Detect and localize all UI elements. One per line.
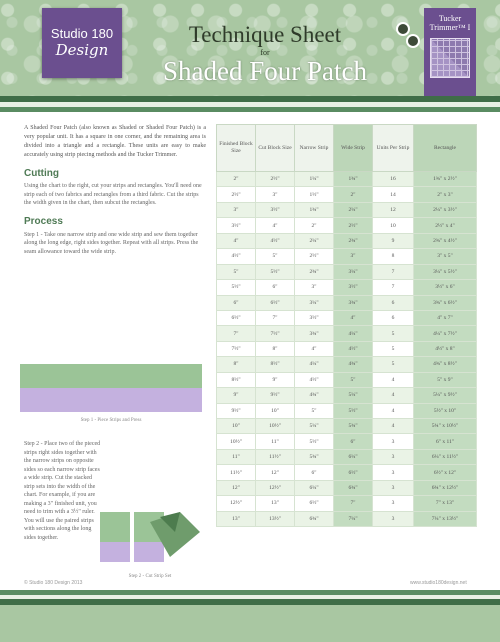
table-cell: 8"	[217, 357, 256, 372]
table-cell: 4	[373, 388, 414, 403]
table-cell: 2"	[295, 218, 334, 233]
table-cell: 10½"	[217, 434, 256, 449]
table-row	[217, 310, 477, 325]
table-cell: 4½" x 8"	[414, 341, 477, 356]
table-cell: 3	[373, 465, 414, 480]
shaded-patch-icon	[150, 512, 200, 562]
table-cell: 2"	[334, 187, 373, 202]
table-cell: 3	[373, 434, 414, 449]
table-row	[217, 187, 477, 202]
table-cell: 13"	[217, 511, 256, 526]
table-cell: 3½"	[334, 280, 373, 295]
table-cell: 3"	[295, 280, 334, 295]
table-cell: 9½"	[256, 388, 295, 403]
table-cell: 4"	[217, 233, 256, 248]
table-cell: 5"	[217, 264, 256, 279]
table-cell: 12"	[256, 465, 295, 480]
table-row	[217, 326, 477, 341]
table-cell: 4¼"	[334, 326, 373, 341]
table-row	[217, 388, 477, 403]
title-for: for	[260, 48, 270, 57]
table-cell: 8"	[256, 341, 295, 356]
table-cell: 6½"	[334, 465, 373, 480]
table-cell: 3½"	[295, 310, 334, 325]
table-cell: 5½"	[217, 280, 256, 295]
table-cell: 4" x 7"	[414, 310, 477, 325]
table-cell: 6½"	[256, 295, 295, 310]
table-cell: 3¼"	[295, 295, 334, 310]
table-cell: 4¾" x 8½"	[414, 357, 477, 372]
table-cell: 5¼"	[334, 388, 373, 403]
table-cell: 1¾"	[334, 172, 373, 187]
table-cell: 6¾"	[295, 511, 334, 526]
table-row	[217, 218, 477, 233]
table-cell: 10	[373, 218, 414, 233]
table-cell: 7	[373, 280, 414, 295]
title-shaded-four-patch: Shaded Four Patch	[163, 56, 367, 86]
table-cell: 3½"	[256, 202, 295, 217]
left-column	[24, 124, 206, 256]
table-cell: 4¼"	[295, 357, 334, 372]
table-cell: 7½"	[256, 326, 295, 341]
website: www.studio180design.net	[410, 580, 467, 586]
table-cell: 5¾" x 10½"	[414, 419, 477, 434]
table-cell: 11"	[217, 449, 256, 464]
table-cell: 8	[373, 249, 414, 264]
table-cell: 7¼"	[334, 511, 373, 526]
table-cell: 4¾"	[295, 388, 334, 403]
table-cell: 9½"	[217, 403, 256, 418]
cutting-chart	[216, 124, 477, 527]
table-cell: 5¼"	[295, 419, 334, 434]
flower-icon	[392, 20, 422, 50]
table-row	[217, 172, 477, 187]
table-row	[217, 372, 477, 387]
step1-text: Step 1 - Take one narrow strip and one wide strip and sew them together along the long edge, right sides together. Repeat with all strips. Press the seam allowance toward the wide strip.	[24, 231, 199, 255]
table-cell: 6½" x 12"	[414, 465, 477, 480]
table-cell: 3	[373, 511, 414, 526]
table-row	[217, 295, 477, 310]
header-cut: Cut Block Size	[256, 125, 295, 172]
table-cell: 3¼" x 5½"	[414, 264, 477, 279]
table-cell: 3"	[256, 187, 295, 202]
table-cell: 14	[373, 187, 414, 202]
table-row	[217, 357, 477, 372]
footer-banner	[0, 605, 500, 642]
table-cell: 1¼"	[295, 172, 334, 187]
table-cell: 5½"	[256, 264, 295, 279]
table-cell: 3¾" x 6½"	[414, 295, 477, 310]
table-row	[217, 233, 477, 248]
logo-line2: Design	[55, 41, 109, 59]
table-cell: 6¾" x 12½"	[414, 480, 477, 495]
table-cell: 6"	[295, 465, 334, 480]
table-cell: 5"	[334, 372, 373, 387]
step2-text: Step 2 - Place two of the pieced strips right sides together with the narrow strips on opposite sides so each narrow strip faces a wide strip. Cut the stacked strip sets into the width of the chart. For example, if you are making a 3" finished unit, you need to trim with a 3½" ruler. You will use the paired strips with sections along the long sides together.	[24, 441, 101, 541]
table-row	[217, 280, 477, 295]
table-row	[217, 434, 477, 449]
cutting-heading: Cutting	[24, 168, 59, 179]
table-cell: 3	[373, 480, 414, 495]
table-cell: 2¾" x 4½"	[414, 233, 477, 248]
chart-header-row	[217, 125, 477, 172]
header-units: Units Per Strip	[373, 125, 414, 172]
header-finished: Finished Block Size	[217, 125, 256, 172]
table-cell: 11½"	[217, 465, 256, 480]
table-cell: 4¾"	[334, 357, 373, 372]
table-cell: 2¼"	[334, 202, 373, 217]
table-cell: 12"	[217, 480, 256, 495]
table-cell: 3	[373, 496, 414, 511]
table-cell: 4¼" x 7½"	[414, 326, 477, 341]
table-row	[217, 480, 477, 495]
table-cell: 8½"	[217, 372, 256, 387]
table-cell: 5¾"	[334, 419, 373, 434]
table-cell: 6¼"	[295, 480, 334, 495]
copyright: © Studio 180 Design 2013	[24, 580, 83, 586]
table-cell: 6¾"	[334, 480, 373, 495]
table-row	[217, 511, 477, 526]
tucker-trimmer-tag	[424, 8, 476, 110]
table-cell: 1¾"	[295, 202, 334, 217]
table-cell: 3¾"	[295, 326, 334, 341]
table-cell: 13"	[256, 496, 295, 511]
tag-line1: Tucker	[438, 14, 462, 23]
table-cell: 7	[373, 264, 414, 279]
table-cell: 5¾"	[295, 449, 334, 464]
table-cell: 16	[373, 172, 414, 187]
table-cell: 4	[373, 419, 414, 434]
table-cell: 7"	[334, 496, 373, 511]
strip-set-illustration	[20, 364, 202, 423]
tag-line2: Trimmer™ I	[429, 23, 471, 32]
table-cell: 4"	[334, 310, 373, 325]
table-cell: 4½"	[217, 249, 256, 264]
table-cell: 4	[373, 372, 414, 387]
table-cell: 2¾"	[295, 264, 334, 279]
table-cell: 3¼"	[334, 264, 373, 279]
table-cell: 2½"	[334, 218, 373, 233]
table-cell: 3"	[334, 249, 373, 264]
process-heading: Process	[24, 215, 63, 227]
table-cell: 2½" x 4"	[414, 218, 477, 233]
table-cell: 5"	[256, 249, 295, 264]
table-cell: 12½"	[256, 480, 295, 495]
table-cell: 6"	[334, 434, 373, 449]
table-cell: 11"	[256, 434, 295, 449]
table-cell: 5"	[295, 403, 334, 418]
table-row	[217, 449, 477, 464]
header-wide: Wide Strip	[334, 125, 373, 172]
table-cell: 11½"	[256, 449, 295, 464]
table-cell: 9"	[217, 388, 256, 403]
table-cell: 9"	[256, 372, 295, 387]
table-cell: 3" x 5"	[414, 249, 477, 264]
studio-180-logo	[42, 8, 122, 78]
table-cell: 6	[373, 295, 414, 310]
table-cell: 3¾"	[334, 295, 373, 310]
table-cell: 3	[373, 449, 414, 464]
table-cell: 8½"	[256, 357, 295, 372]
table-cell: 13½"	[256, 511, 295, 526]
table-cell: 2" x 3"	[414, 187, 477, 202]
narrow-strip	[20, 388, 202, 412]
step1-caption: Step 1 - Piece Strips and Press	[80, 418, 142, 423]
table-cell: 4"	[295, 341, 334, 356]
table-row	[217, 341, 477, 356]
step2-caption: Step 2 - Cut Strip Set	[128, 574, 172, 579]
table-cell: 4½"	[334, 341, 373, 356]
table-cell: 6¼"	[334, 449, 373, 464]
table-cell: 6	[373, 310, 414, 325]
table-cell: 4½"	[256, 233, 295, 248]
table-cell: 7¼" x 13½"	[414, 511, 477, 526]
table-row	[217, 249, 477, 264]
table-cell: 2¼" x 3½"	[414, 202, 477, 217]
table-cell: 4½"	[295, 372, 334, 387]
table-row	[217, 496, 477, 511]
table-cell: 7"	[256, 310, 295, 325]
table-cell: 3½"	[217, 218, 256, 233]
table-row	[217, 202, 477, 217]
intro-paragraph: A Shaded Four Patch (also known as Shaded or Shaded Four Patch) is a very popular unit. It has a square in one corner, and the remaining area is divided into a triangle and a rectangle. These units are easy to make accurately using strip piecing methods and the Tucker Trimmer.	[24, 125, 206, 158]
table-cell: 1½"	[295, 187, 334, 202]
table-cell: 12½"	[217, 496, 256, 511]
table-cell: 5	[373, 326, 414, 341]
table-cell: 2¼"	[295, 233, 334, 248]
table-cell: 6" x 11"	[414, 434, 477, 449]
table-cell: 6½"	[217, 310, 256, 325]
table-cell: 2½"	[295, 249, 334, 264]
header-rectangle: Rectangle	[414, 125, 477, 172]
table-cell: 6"	[217, 295, 256, 310]
chart-body	[217, 172, 477, 527]
cutting-paragraph: Using the chart to the right, cut your strips and rectangles. You'll need one strip each of two fabrics and rectangles from a third fabric. Cut the strips the width given in the chart, then subcut the rectangles.	[24, 183, 202, 206]
table-cell: 10"	[217, 419, 256, 434]
table-cell: 10½"	[256, 419, 295, 434]
table-cell: 4"	[256, 218, 295, 233]
table-cell: 2½"	[217, 187, 256, 202]
table-cell: 5¼" x 9½"	[414, 388, 477, 403]
table-cell: 10"	[256, 403, 295, 418]
table-cell: 7"	[217, 326, 256, 341]
table-cell: 6½"	[295, 496, 334, 511]
table-row	[217, 264, 477, 279]
table-cell: 3"	[217, 202, 256, 217]
table-cell: 4	[373, 403, 414, 418]
header-narrow: Narrow Strip	[295, 125, 334, 172]
cut-strip-illustration	[100, 512, 200, 579]
table-cell: 6¼" x 11½"	[414, 449, 477, 464]
table-cell: 5" x 9"	[414, 372, 477, 387]
wide-strip	[20, 364, 202, 388]
table-row	[217, 419, 477, 434]
table-cell: 12	[373, 202, 414, 217]
table-cell: 6"	[256, 280, 295, 295]
table-cell: 7½"	[217, 341, 256, 356]
logo-line1: Studio 180	[50, 26, 114, 41]
table-cell: 7" x 13"	[414, 496, 477, 511]
table-cell: 3½" x 6"	[414, 280, 477, 295]
table-cell: 5	[373, 357, 414, 372]
table-cell: 5½" x 10"	[414, 403, 477, 418]
title-technique-sheet: Technique Sheet	[188, 22, 342, 47]
table-row	[217, 465, 477, 480]
table-cell: 5½"	[295, 434, 334, 449]
table-cell: 5	[373, 341, 414, 356]
table-row	[217, 403, 477, 418]
ruler-icon	[430, 38, 470, 78]
table-cell: 5½"	[334, 403, 373, 418]
table-cell: 1¾" x 2½"	[414, 172, 477, 187]
table-cell: 2"	[217, 172, 256, 187]
table-cell: 2¾"	[334, 233, 373, 248]
table-cell: 9	[373, 233, 414, 248]
table-cell: 2½"	[256, 172, 295, 187]
